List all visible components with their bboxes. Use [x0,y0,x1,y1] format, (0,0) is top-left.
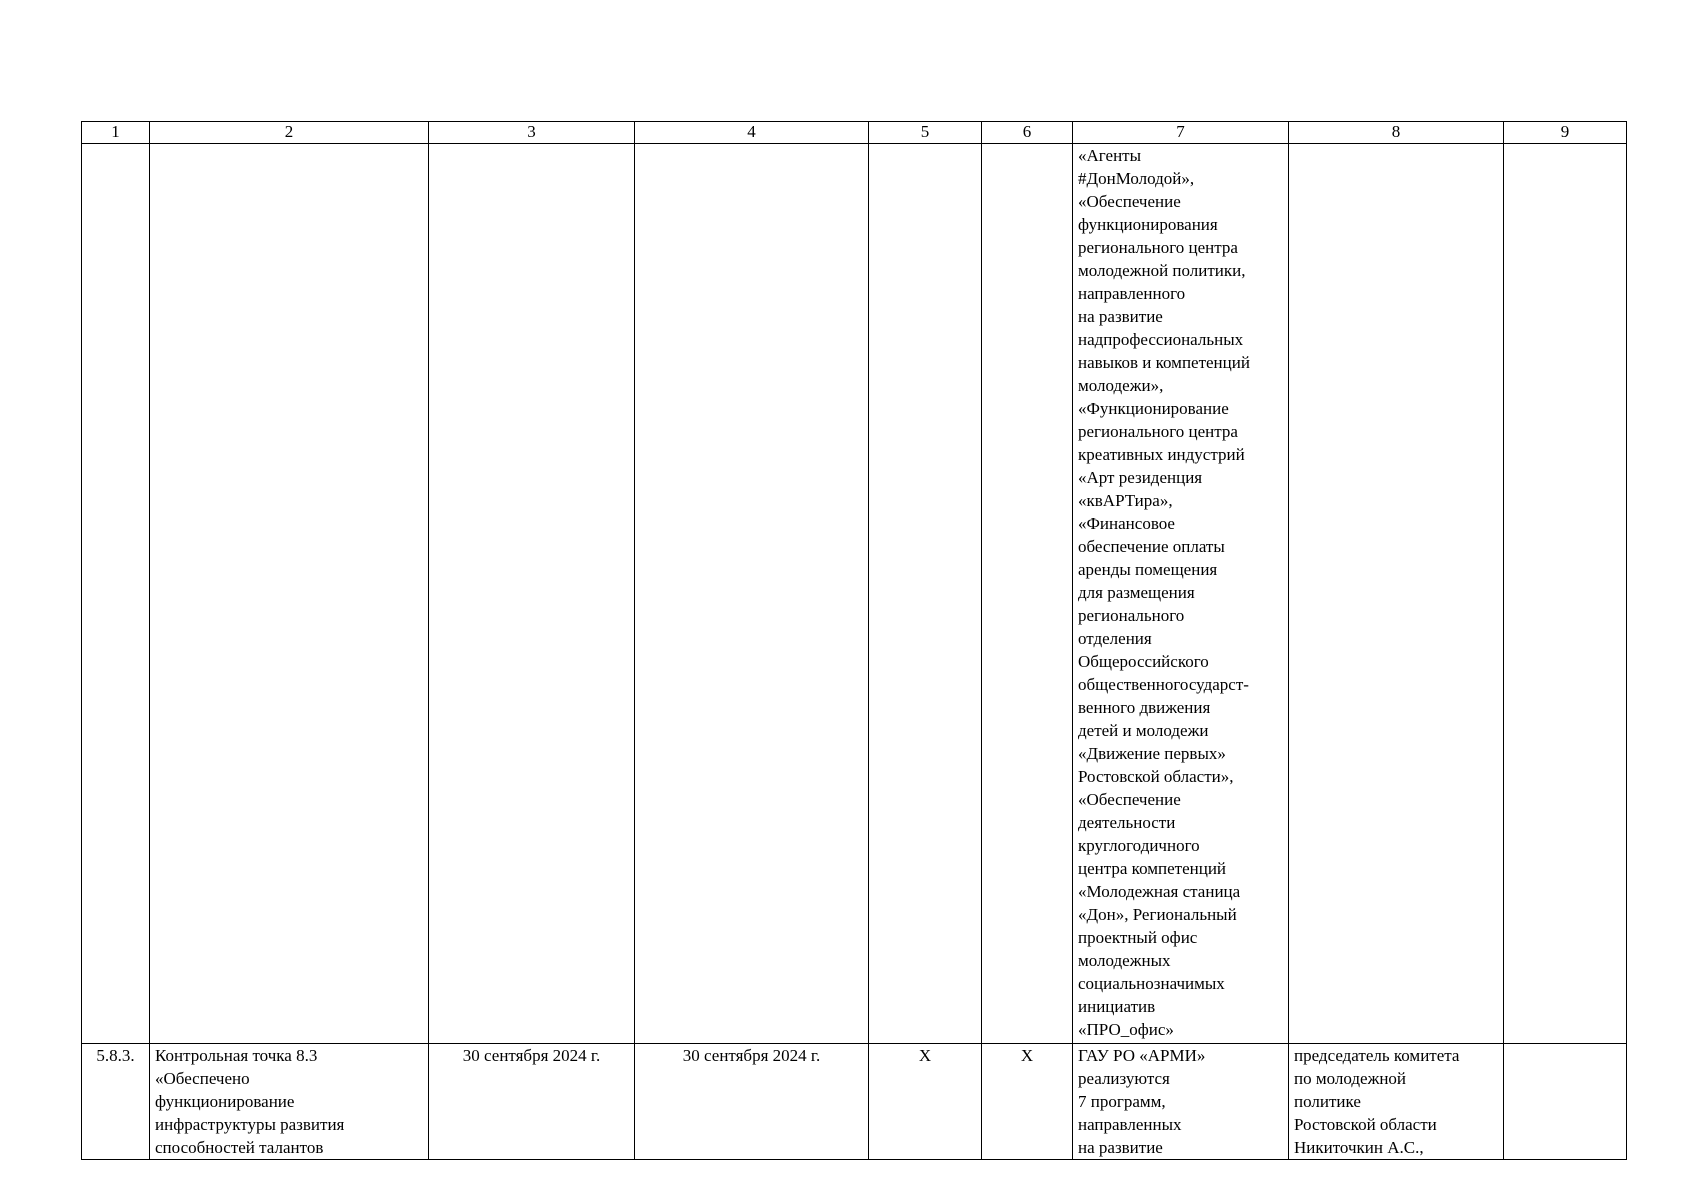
plan-table [81,121,1627,1160]
cell-col6 [982,144,1073,1044]
col-header-1: 1 [82,122,150,144]
col-header-4: 4 [635,122,869,144]
control-point-name: Контрольная точка 8.3 «Обеспечено функционирование инфраструктуры развития способностей талантов [155,1046,345,1157]
cell-number [82,144,150,1044]
col-header-2: 2 [150,122,429,144]
col5-mark: X [918,1046,932,1065]
cell-fact-date [635,1044,869,1160]
result-text: ГАУ РО «АРМИ» реализуются 7 программ, направленных на развитие [1078,1046,1206,1157]
header-row [82,122,1627,144]
cell-col5 [869,1044,982,1160]
cell-name [150,1044,429,1160]
responsible-text: председатель комитета по молодежной политике Ростовской области Никиточкин А.С., [1294,1046,1460,1157]
cell-col9 [1504,144,1627,1044]
col6-mark: X [1020,1046,1034,1065]
cell-col6 [982,1044,1073,1160]
col-header-9: 9 [1504,122,1627,144]
fact-date: 30 сентября 2024 г. [682,1046,821,1065]
cell-responsible [1289,1044,1504,1160]
cell-plan-date [429,144,635,1044]
col-header-5: 5 [869,122,982,144]
plan-date: 30 сентября 2024 г. [462,1046,601,1065]
cell-result [1073,1044,1289,1160]
cell-plan-date [429,1044,635,1160]
cell-name [150,144,429,1044]
col-header-3: 3 [429,122,635,144]
col-header-7: 7 [1073,122,1289,144]
col-header-8: 8 [1289,122,1504,144]
cell-result [1073,144,1289,1044]
table-row-5-8-3 [82,1044,1627,1160]
col-header-6: 6 [982,122,1073,144]
cell-fact-date [635,144,869,1044]
cell-responsible [1289,144,1504,1044]
cell-number [82,1044,150,1160]
table-row-continuation [82,144,1627,1044]
cell-col9 [1504,1044,1627,1160]
row-number: 5.8.3. [96,1046,135,1065]
cell-col5 [869,144,982,1044]
cell-result-text: «Агенты #ДонМолодой», «Обеспечение функционирования регионального центра молодежной политики, направленного на развитие надпрофессиональных навыков и компетенций молодежи», «Функционирование регионального центра креативных индустрий «Арт резиденция «квАРТира», «Финансовое обеспечение оплаты аренды помещения для размещения регионального отделения Общероссийского общественногосударст- венного движения детей и молодежи «Движение первых» Ростовской области», «Обеспечение деятельности круглогодичного центра компетенций «Молодежная станица «Дон», Региональный проектный офис молодежных социальнозначимых инициатив «ПРО_офис» [1078,146,1250,1039]
